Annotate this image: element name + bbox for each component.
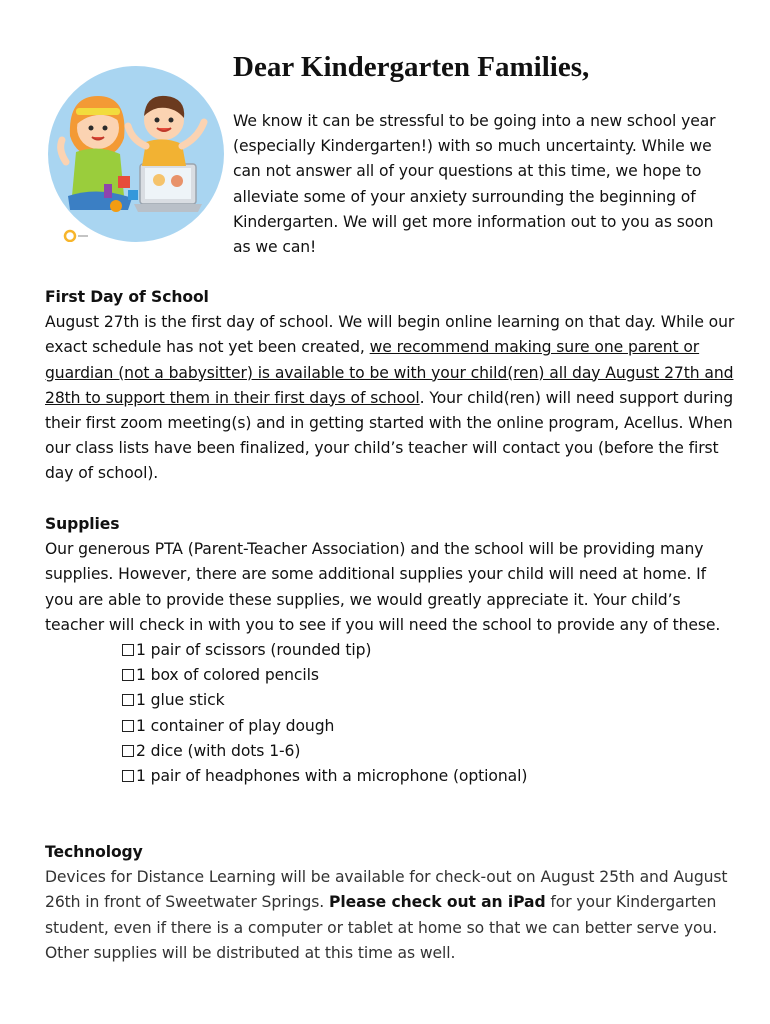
supplies-text: Our generous PTA (Parent-Teacher Association) and the school will be providing many supplies. However, there are some additional supplies your child will need at home. If you are able to provide these supplies, we would greatly appreciate it. Your child’s teacher will check in with you to see if you will need the school to provide any of these. — [45, 540, 721, 634]
first-day-underlined: we recommend making sure one parent or guardian (not a babysitter) is available to be with your child(ren) all day August 27th and 28th to support them in their first days of school — [45, 338, 734, 407]
supply-item: 1 pair of headphones with a microphone (optional) — [122, 764, 735, 789]
supplies-section — [45, 512, 735, 789]
technology-text-before: Devices for Distance Learning will be available for check-out on August 25th and August 26th in front of Sweetwater Springs. — [45, 868, 728, 912]
technology-body — [45, 865, 735, 966]
checkbox-icon[interactable] — [122, 694, 134, 706]
checkbox-icon[interactable] — [122, 644, 134, 656]
first-day-text-before: August 27th is the first day of school. We will begin online learning on that day. While our exact schedule has not yet been created, — [45, 313, 735, 357]
first-day-text-after: . Your child(ren) will need support during their first zoom meeting(s) and in getting started with the online program, Acellus. When our class lists have been finalized, your child’s teacher will contact you (before the first day of school). — [45, 388, 734, 483]
supply-item: 1 container of play dough — [122, 714, 735, 739]
checkbox-icon[interactable] — [122, 745, 134, 757]
first-day-heading: First Day of School — [45, 288, 209, 306]
technology-heading: Technology — [45, 843, 143, 861]
page-title: Dear Kindergarten Families, — [233, 51, 590, 83]
supply-item: 1 pair of scissors (rounded tip) — [122, 638, 735, 663]
technology-section — [45, 840, 735, 966]
first-day-section — [45, 285, 735, 487]
intro-text: We know it can be stressful to be going into a new school year (especially Kindergarten!) with so much uncertainty. While we can not answer all of your questions at this time, we hope to alleviate some of your anxiety surrounding the beginning of Kindergarten. We will get more information out to you as soon as we can! — [233, 112, 716, 257]
technology-text-after: for your Kindergarten student, even if there is a computer or tablet at home so that we can better serve you. Other supplies will be distributed at this time as well. — [45, 893, 718, 962]
supply-item: 1 glue stick — [122, 688, 735, 713]
supply-item: 1 box of colored pencils — [122, 663, 735, 688]
technology-bold: Please check out an iPad — [329, 893, 546, 912]
checkbox-icon[interactable] — [122, 669, 134, 681]
checkbox-icon[interactable] — [122, 720, 134, 732]
supplies-heading: Supplies — [45, 515, 120, 533]
supplies-list — [45, 638, 735, 789]
supply-item: 2 dice (with dots 1-6) — [122, 739, 735, 764]
checkbox-icon[interactable] — [122, 770, 134, 782]
intro-paragraph — [233, 109, 733, 260]
first-day-body — [45, 310, 735, 486]
kids-with-laptop-illustration — [48, 66, 224, 242]
sun-logo-icon — [65, 231, 88, 241]
